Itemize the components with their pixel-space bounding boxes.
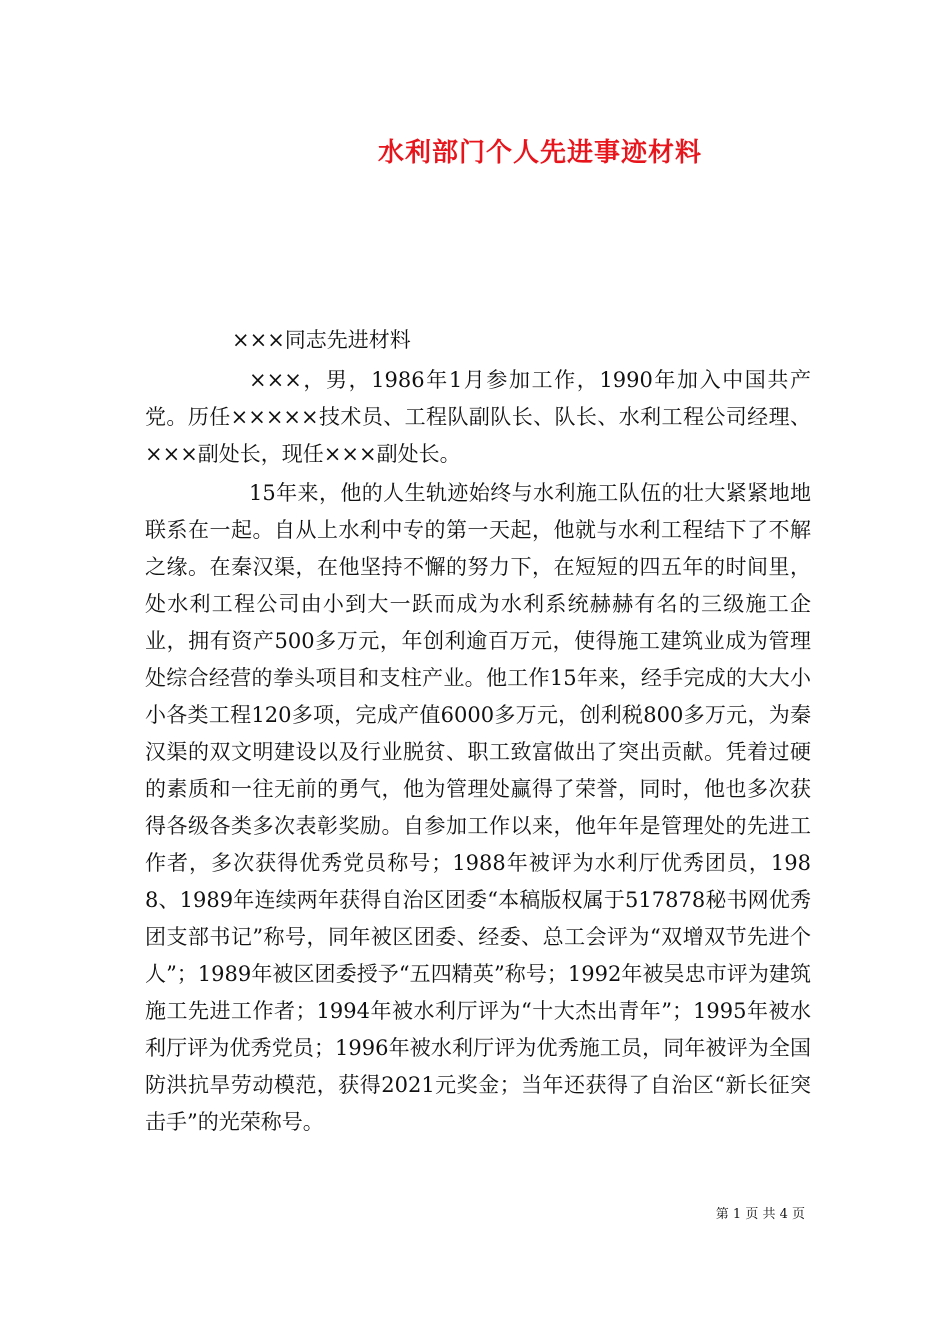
page-number-footer: 第 1 页 共 4 页 xyxy=(715,1207,805,1222)
document-body xyxy=(145,362,811,1141)
paragraph-achievements: 15年来，他的人生轨迹始终与水利施工队伍的壮大紧紧地地联系在一起。自从上水利中专的第一天起，他就与水利工程结下了不解之缘。在秦汉渠，在他坚持不懈的努力下，在短短的四五年的时间里，处水利工程公司由小到大一跃而成为水利系统赫赫有名的三级施工企业，拥有资产500多万元，年创利逾百万元，使得施工建筑业成为管理处综合经营的拳头项目和支柱产业。他工作15年来，经手完成的大大小小各类工程120多项，完成产值6000多万元，创利税800多万元，为秦汉渠的双文明建设以及行业脱贫、职工致富做出了突出贡献。凭着过硬的素质和一往无前的勇气，他为管理处赢得了荣誉，同时，他也多次获得各级各类多次表彰奖励。自参加工作以来，他年年是管理处的先进工作者，多次获得优秀党员称号；1988年被评为水利厅优秀团员，1988、1989年连续两年获得自治区团委“本稿版权属于517878秘书网优秀团支部书记”称号，同年被区团委、经委、总工会评为“双增双节先进个人”；1989年被区团委授予“五四精英”称号；1992年被吴忠市评为建筑施工先进工作者；1994年被水利厅评为“十大杰出青年”；1995年被水利厅评为优秀党员；1996年被水利厅评为优秀施工员，同年被评为全国防洪抗旱劳动模范，获得2021元奖金；当年还获得了自治区“新长征突击手”的光荣称号。 xyxy=(145,481,811,1134)
document-subtitle: ×××同志先进材料 xyxy=(232,328,411,352)
paragraph-intro: ×××，男，1986年1月参加工作，1990年加入中国共产党。历任×××××技术员、工程队副队长、队长、水利工程公司经理、×××副处长，现任×××副处长。 xyxy=(145,368,811,466)
document-title: 水利部门个人先进事迹材料 xyxy=(377,138,702,168)
